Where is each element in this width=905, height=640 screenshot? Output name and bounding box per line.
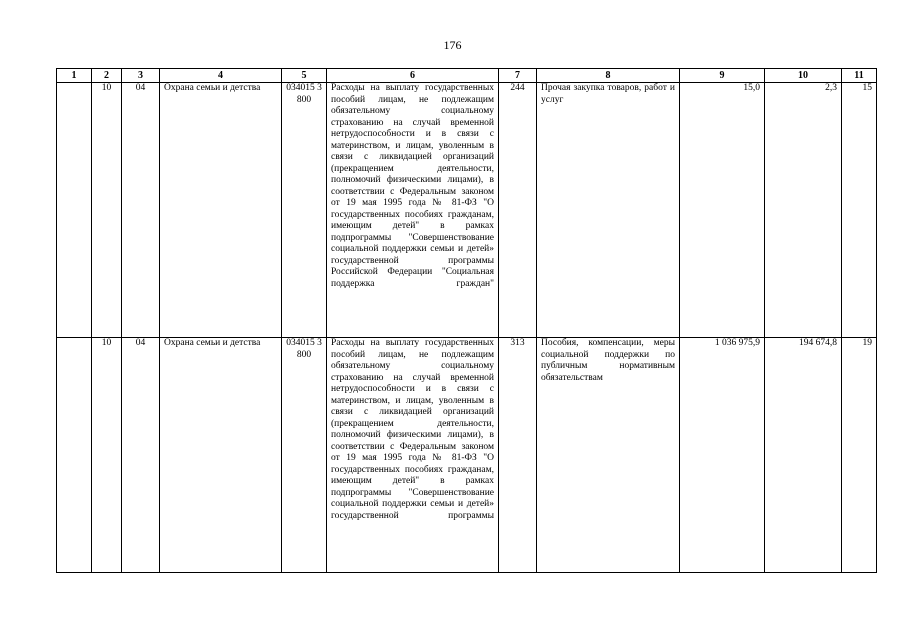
cell-target-code: 034015 3800	[282, 338, 327, 573]
table-header-row	[57, 69, 877, 83]
cell-percent: 19	[842, 338, 877, 573]
cell-amount-planned: 1 036 975,9	[680, 338, 765, 573]
budget-table	[56, 68, 877, 573]
column-header: 10	[765, 69, 842, 83]
cell-expense-type-code: 244	[499, 83, 537, 338]
cell-expense-type-name: Прочая закупка товаров, работ и услуг	[537, 83, 680, 338]
column-header: 8	[537, 69, 680, 83]
cell-subsection: 04	[122, 83, 160, 338]
column-header: 9	[680, 69, 765, 83]
cell-amount-executed: 2,3	[765, 83, 842, 338]
cell-amount-planned: 15,0	[680, 83, 765, 338]
column-header: 4	[160, 69, 282, 83]
cell-expense-type-code: 313	[499, 338, 537, 573]
table-row	[57, 83, 877, 338]
column-header: 2	[92, 69, 122, 83]
cell-expense-type-name: Пособия, компенсации, меры социальной поддержки по публичным нормативным обязательствам	[537, 338, 680, 573]
cell-percent: 15	[842, 83, 877, 338]
cell-section-name: Охрана семьи и детства	[160, 338, 282, 573]
cell-amount-executed: 194 674,8	[765, 338, 842, 573]
column-header: 7	[499, 69, 537, 83]
page-number: 176	[443, 38, 462, 52]
column-header: 1	[57, 69, 92, 83]
cell-section-name: Охрана семьи и детства	[160, 83, 282, 338]
cell-expense-description: Расходы на выплату государственных пособий лицам, не подлежащим обязательному социальному страхованию на случай временной нетрудоспособности и в связи с материнством, и лицам, уволенным в связи с ликвидацией организаций (прекращением деятельности, полномочий физическими лицами), в соответствии с Федеральным законом от 19 мая 1995 года № 81-ФЗ "О государственных пособиях гражданам, имеющим детей" в рамках подпрограммы "Совершенствование социальной поддержки семьи и детей» государственной программы Российской Федерации "Социальная поддержка граждан"	[327, 83, 499, 338]
cell-target-code: 034015 3800	[282, 83, 327, 338]
column-header: 6	[327, 69, 499, 83]
column-header: 3	[122, 69, 160, 83]
cell-expense-description: Расходы на выплату государственных пособий лицам, не подлежащим обязательному социальному страхованию на случай временной нетрудоспособности и в связи с материнством, и лицам, уволенным в связи с ликвидацией организаций (прекращением деятельности, полномочий физическими лицами), в соответствии с Федеральным законом от 19 мая 1995 года № 81-ФЗ "О государственных пособиях гражданам, имеющим детей" в рамках подпрограммы "Совершенствование социальной поддержки семьи и детей» государственной программы	[327, 338, 499, 573]
cell-section: 10	[92, 338, 122, 573]
cell-subsection: 04	[122, 338, 160, 573]
column-header: 11	[842, 69, 877, 83]
cell-col1	[57, 83, 92, 338]
column-header: 5	[282, 69, 327, 83]
cell-section: 10	[92, 83, 122, 338]
cell-col1	[57, 338, 92, 573]
table-row	[57, 338, 877, 573]
